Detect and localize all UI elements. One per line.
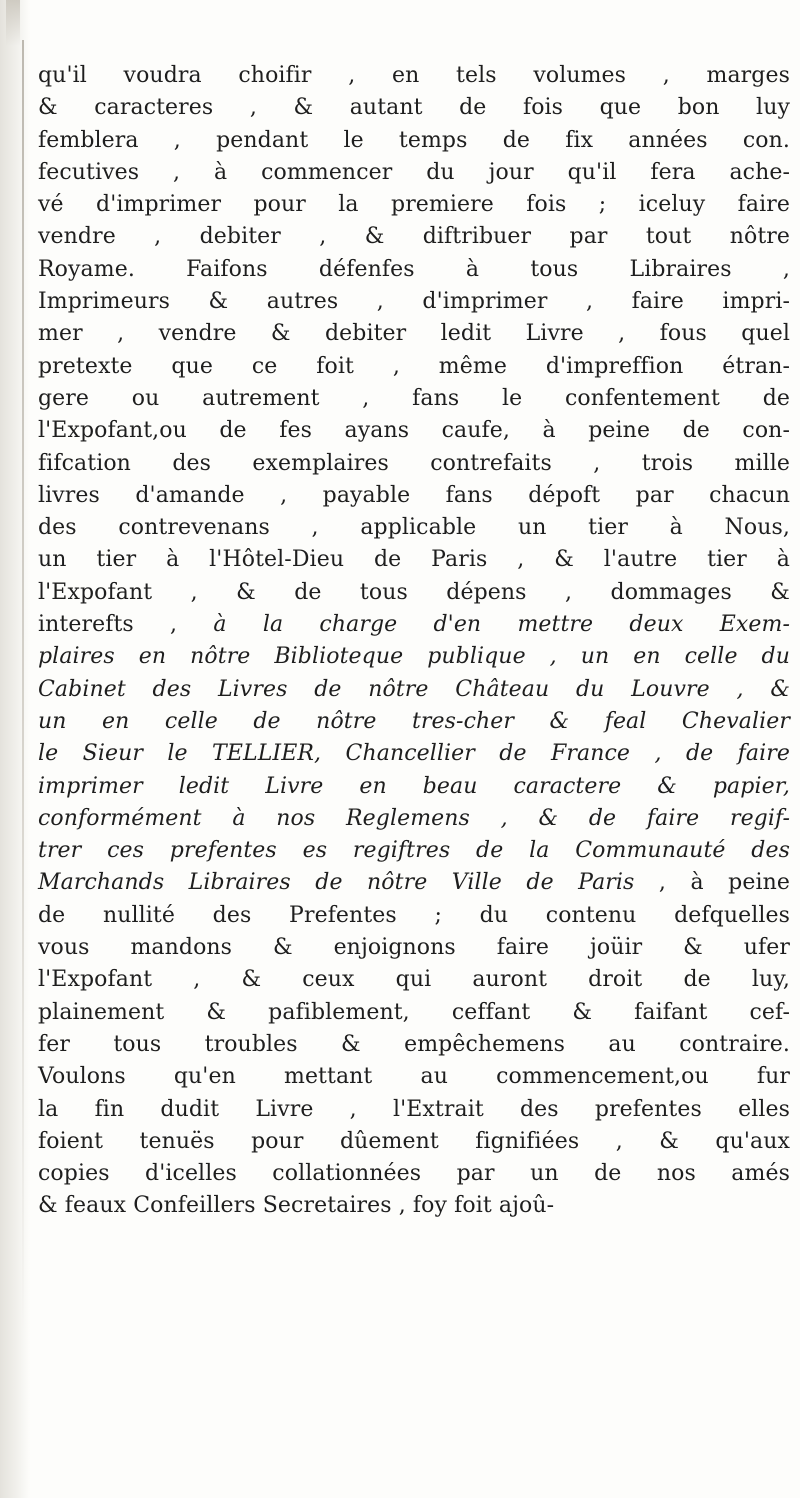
text-line: Royame. Faifons défenfes à tous Libraires , xyxy=(38,256,790,282)
text-line: l'Expofant , & ceux qui auront droit de luy, xyxy=(38,967,790,993)
text-line: un tier à l'Hôtel-Dieu de Paris , & l'autre tier à xyxy=(38,547,790,573)
text-line: fifcation des exemplaires contrefaits , trois mille xyxy=(38,450,790,476)
text-line: gere ou autrement , fans le confentement de xyxy=(38,385,790,411)
text-line: vendre , debiter , & diftribuer par tout nôtre xyxy=(38,224,790,250)
text-line: conformément à nos Reglemens , & de faire regif- xyxy=(38,805,790,831)
binding-gutter xyxy=(0,0,30,1498)
text-line: la fin dudit Livre , l'Extrait des prefentes elles xyxy=(38,1096,790,1122)
text-line: Voulons qu'en mettant au commencement,ou fur xyxy=(38,1064,790,1090)
body-text xyxy=(38,60,790,1223)
italic-run: Marchands Libraires de nôtre Ville de Paris xyxy=(38,870,635,896)
text-line: pretexte que ce foit , même d'impreffion étran- xyxy=(38,353,790,379)
text-line: & feaux Confeillers Secretaires , foy foit ajoû- xyxy=(38,1193,555,1219)
text-line: le Sieur le TELLIER, Chancellier de France , de faire xyxy=(38,741,790,767)
text-line: des contrevenans , applicable un tier à Nous, xyxy=(38,515,790,541)
italic-run: à la charge d'en mettre deux Exem- xyxy=(213,612,790,638)
text-line: vous mandons & enjoignons faire joüir & ufer xyxy=(38,935,790,961)
text-line xyxy=(38,609,790,641)
text-line: copies d'icelles collationnées par un de nos amés xyxy=(38,1161,790,1187)
roman-run: , à peine xyxy=(634,870,790,896)
text-line: trer ces prefentes es regiftres de la Communauté des xyxy=(38,838,790,864)
text-line: imprimer ledit Livre en beau caractere & papier, xyxy=(38,773,790,799)
text-line xyxy=(38,867,790,899)
text-line: foient tenuës pour dûement fignifiées , & qu'aux xyxy=(38,1128,790,1154)
text-line: de nullité des Prefentes ; du contenu defquelles xyxy=(38,902,790,928)
text-line: qu'il voudra choifir , en tels volumes , marges xyxy=(38,63,790,88)
text-line: vé d'imprimer pour la premiere fois ; iceluy faire xyxy=(38,192,790,218)
text-line: fecutives , à commencer du jour qu'il fera ache- xyxy=(38,159,790,185)
text-line: plaires en nôtre Biblioteque publique , un en celle du xyxy=(38,644,790,670)
text-line: Cabinet des Livres de nôtre Château du Louvre , & xyxy=(38,676,790,702)
text-line: l'Expofant,ou de fes ayans caufe, à peine de con- xyxy=(38,418,790,444)
paper-stain xyxy=(6,0,20,46)
page-edge-line xyxy=(22,40,24,1330)
text-line: Imprimeurs & autres , d'imprimer , faire impri- xyxy=(38,289,790,315)
text-line: l'Expofant , & de tous dépens , dommages & xyxy=(38,579,790,605)
roman-run: interefts , xyxy=(38,612,214,638)
text-line: & caracteres , & autant de fois que bon luy xyxy=(38,95,790,121)
text-line: fer tous troubles & empêchemens au contraire. xyxy=(38,1031,790,1057)
text-line: un en celle de nôtre tres-cher & feal Chevalier xyxy=(38,708,790,734)
text-line: mer , vendre & debiter ledit Livre , fous quel xyxy=(38,321,790,347)
text-line: plainement & pafiblement, ceffant & faifant cef- xyxy=(38,999,790,1025)
text-line: femblera , pendant le temps de fix années con. xyxy=(38,127,790,153)
text-line: livres d'amande , payable fans dépoft par chacun xyxy=(38,482,790,508)
